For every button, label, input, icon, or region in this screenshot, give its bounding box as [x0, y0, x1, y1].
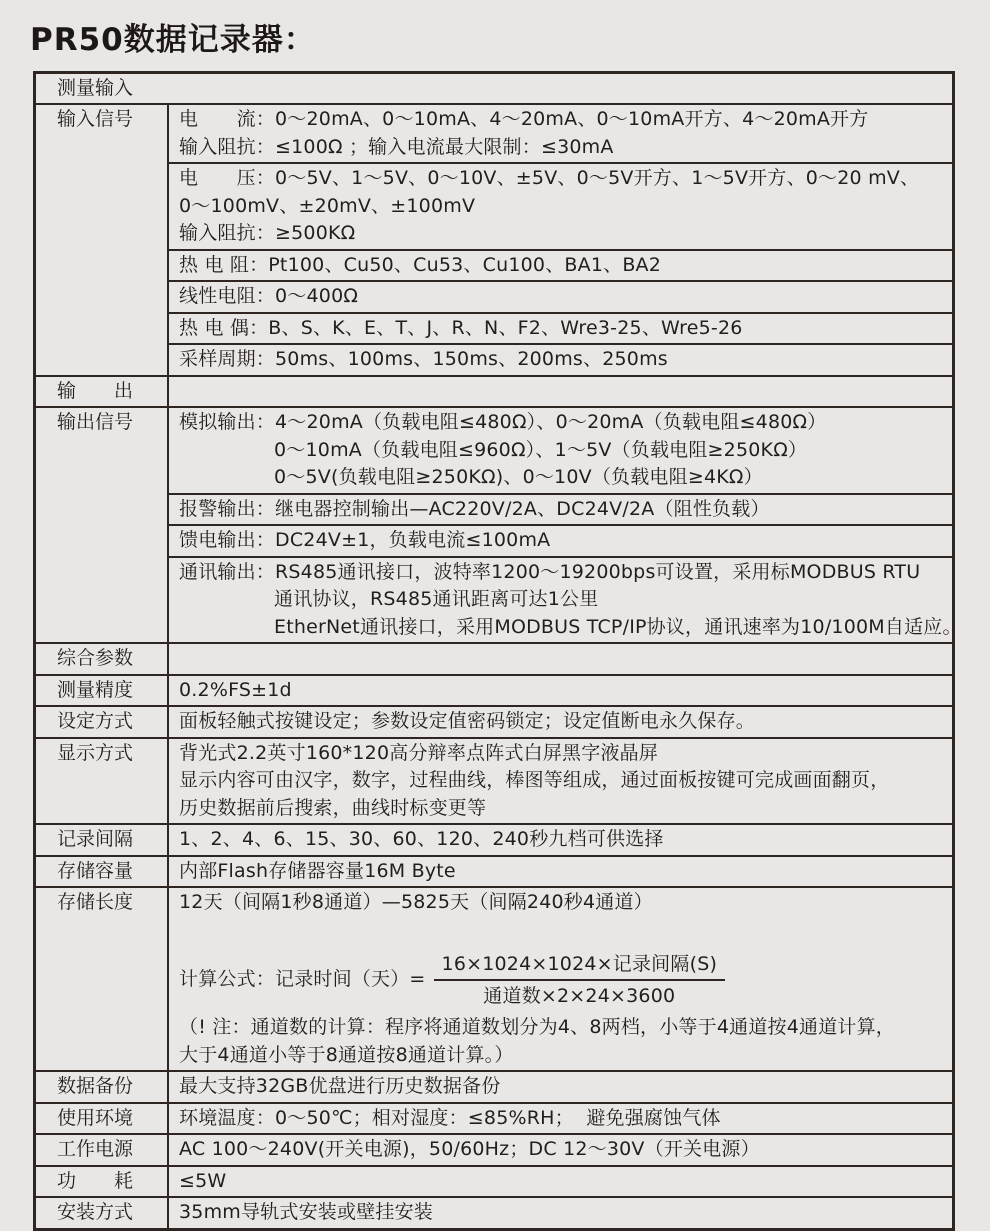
spec-cell — [169, 524, 952, 556]
spec-cell — [169, 707, 952, 737]
spec-row — [36, 855, 952, 887]
row-values — [169, 1167, 952, 1197]
fraction-numerator: 16×1024×1024×记录间隔(S) — [434, 952, 726, 981]
spec-row — [36, 674, 952, 706]
spec-line: 大于4通道小等于8通道按8通道计算。） — [179, 1043, 514, 1066]
spec-line: ≤5W — [179, 1169, 227, 1192]
spec-line: 0～10mA（负载电阻≤960Ω）、1～5V（负载电阻≥250KΩ） — [274, 438, 808, 461]
spec-line: （! 注：通道数的计算：程序将通道数划分为4、8两档，小等于4通道按4通道计算， — [179, 1016, 896, 1038]
spec-line: 0～100mV、±20mV、±100mV — [179, 194, 476, 217]
spec-line: 电 流：0～20mA、0～10mA、4～20mA、0～10mA开方、4～20mA开方 — [179, 108, 869, 130]
row-label: 工作电源 — [36, 1135, 169, 1165]
spec-row — [36, 1133, 952, 1165]
spec-line: 通讯输出：RS485通讯接口，波特率1200～19200bps可设置，采用标MODBUS RTU — [179, 560, 921, 583]
row-label: 输 出 — [36, 377, 169, 407]
spec-cell — [169, 556, 962, 643]
spec-line: 面板轻触式按键设定；参数设定值密码锁定；设定值断电永久保存。 — [179, 710, 756, 732]
row-values — [169, 105, 952, 375]
spec-line: 输入阻抗：≥500KΩ — [179, 222, 356, 244]
spec-line — [179, 645, 946, 673]
spec-cell — [169, 249, 952, 281]
spec-row — [36, 705, 952, 737]
formula-fraction — [434, 952, 726, 1008]
spec-row — [36, 406, 962, 642]
spec-row — [36, 1165, 952, 1197]
spec-cell — [169, 739, 952, 824]
spec-line: 内部Flash存储器容量16M Byte — [179, 859, 456, 882]
row-values — [169, 707, 952, 737]
row-label: 显示方式 — [36, 739, 169, 824]
row-label: 功 耗 — [36, 1167, 169, 1197]
spec-row — [36, 886, 952, 1070]
spec-line: 通讯协议，RS485通讯距离可达1公里 — [274, 588, 599, 610]
page-title: PR50数据记录器： — [30, 22, 316, 58]
row-label: 存储容量 — [36, 857, 169, 887]
row-label: 综合参数 — [36, 644, 169, 674]
row-label: 记录间隔 — [36, 825, 169, 855]
row-label: 设定方式 — [36, 707, 169, 737]
spec-cell — [169, 1104, 952, 1134]
spec-row — [36, 103, 952, 375]
spec-line: 电 压：0～5V、1～5V、0～10V、±5V、0～5V开方、1～5V开方、0～20 mV、 — [179, 167, 920, 189]
spec-cell — [169, 377, 952, 407]
row-values — [169, 644, 952, 674]
spec-cell — [169, 493, 952, 525]
row-values — [169, 408, 962, 642]
spec-line: 0.2%FS±1d — [179, 678, 292, 701]
spec-row — [36, 1196, 952, 1228]
spec-row — [36, 375, 952, 407]
spec-line: AC 100～240V(开关电源)，50/60Hz；DC 12～30V（开关电源） — [179, 1138, 760, 1160]
spec-cell — [169, 1072, 952, 1102]
spec-line: 12天（间隔1秒8通道）—5825天（间隔240秒4通道） — [179, 891, 653, 913]
spec-line — [179, 378, 946, 406]
spec-cell — [169, 825, 952, 855]
spec-row — [36, 642, 952, 674]
spec-row — [36, 1102, 952, 1134]
spec-line: 35mm导轨式安装或壁挂安装 — [179, 1201, 433, 1223]
row-values — [169, 1072, 952, 1102]
row-values — [169, 1198, 952, 1228]
spec-cell — [169, 644, 952, 674]
spec-row — [36, 737, 952, 824]
row-label: 安装方式 — [36, 1198, 169, 1228]
row-label: 测量输入 — [57, 77, 134, 99]
row-values — [169, 857, 952, 887]
spec-table — [33, 71, 962, 1231]
spec-cell — [169, 1198, 952, 1228]
spec-cell — [169, 1167, 952, 1197]
spec-line: 1、2、4、6、15、30、60、120、240秒九档可供选择 — [179, 828, 664, 850]
row-values — [169, 825, 952, 855]
spec-line: 采样周期：50ms、100ms、150ms、200ms、250ms — [179, 348, 668, 370]
spec-cell — [169, 105, 952, 162]
formula-prefix: 计算公式：记录时间（天）= — [179, 968, 426, 991]
spec-cell — [169, 280, 952, 312]
row-values — [169, 739, 952, 824]
row-values — [169, 676, 952, 706]
spec-line: 馈电输出：DC24V±1，负载电流≤100mA — [179, 529, 551, 551]
spec-cell — [169, 888, 952, 1070]
spec-line: 显示内容可由汉字，数字，过程曲线，棒图等组成，通过面板按键可完成画面翻页， — [179, 769, 890, 791]
spec-line: 报警输出：继电器控制输出—AC220V/2A、DC24V/2A（阻性负载） — [179, 497, 770, 520]
row-label: 测量精度 — [36, 676, 169, 706]
spec-line: 输入阻抗：≤100Ω ；输入电流最大限制：≤30mA — [179, 135, 614, 158]
row-label: 输出信号 — [36, 408, 169, 642]
row-values — [169, 888, 952, 1070]
fraction-denominator: 通道数×2×24×3600 — [483, 985, 676, 1007]
spec-line: EtherNet通讯接口，采用MODBUS TCP/IP协议，通讯速率为10/100M自适应。 — [274, 615, 962, 638]
spec-line: 模拟输出：4～20mA（负载电阻≤480Ω）、0～20mA（负载电阻≤480Ω） — [179, 411, 827, 433]
row-values — [169, 377, 952, 407]
spec-row — [36, 823, 952, 855]
spec-cell — [169, 162, 952, 249]
spec-cell — [169, 408, 952, 493]
row-label: 数据备份 — [36, 1072, 169, 1102]
spec-line: 历史数据前后搜索，曲线时标变更等 — [179, 796, 487, 819]
spec-line: 热 电 阻：Pt100、Cu50、Cu53、Cu100、BA1、BA2 — [179, 253, 662, 276]
spec-cell — [169, 676, 952, 706]
row-values — [169, 1104, 952, 1134]
spec-row — [36, 1070, 952, 1102]
spec-line: 线性电阻：0～400Ω — [179, 285, 359, 307]
spec-line: 最大支持32GB优盘进行历史数据备份 — [179, 1075, 501, 1097]
spec-cell — [169, 343, 952, 375]
spec-row — [36, 74, 952, 103]
spec-cell — [169, 312, 952, 344]
storage-formula — [179, 944, 946, 1014]
spec-cell — [169, 1135, 952, 1165]
spec-cell — [169, 857, 952, 887]
row-label: 输入信号 — [36, 105, 169, 375]
spec-line — [179, 917, 946, 945]
spec-line: 热 电 偶：B、S、K、E、T、J、R、N、F2、Wre3-25、Wre5-26 — [179, 316, 743, 339]
row-values — [169, 1135, 952, 1165]
spec-line: 环境温度：0～50℃；相对湿度：≤85%RH； 避免强腐蚀气体 — [179, 1106, 721, 1129]
spec-line: 0～5V(负载电阻≥250KΩ)、0～10V（负载电阻≥4KΩ） — [274, 466, 763, 488]
row-label: 存储长度 — [36, 888, 169, 1070]
spec-line: 背光式2.2英寸160*120高分辩率点阵式白屏黑字液晶屏 — [179, 741, 659, 764]
row-label: 使用环境 — [36, 1104, 169, 1134]
